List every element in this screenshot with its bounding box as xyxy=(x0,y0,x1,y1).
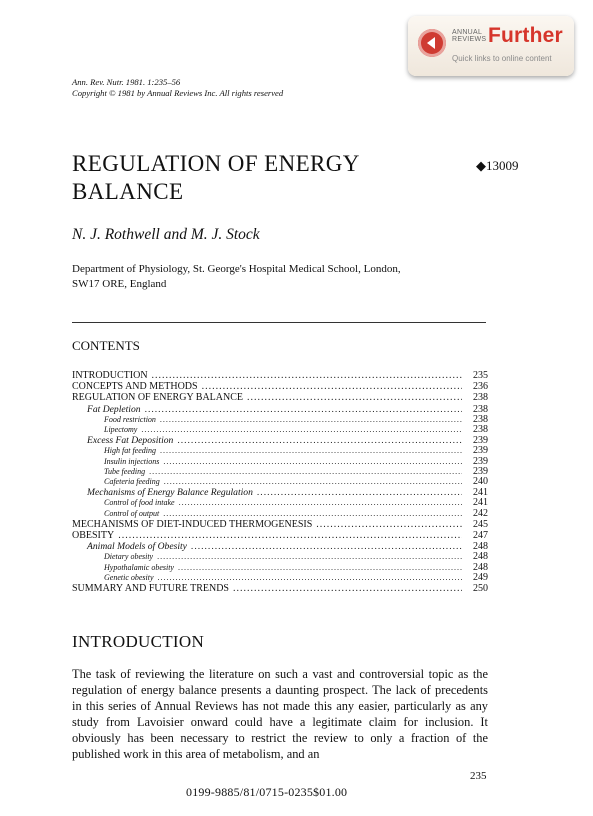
toc-page-number: 239 xyxy=(473,435,488,447)
toc-page-number: 245 xyxy=(473,518,488,530)
toc-row xyxy=(72,583,488,594)
toc-leader-dots xyxy=(233,583,462,594)
toc-label: SUMMARY AND FUTURE TRENDS xyxy=(72,583,229,595)
toc-label: Excess Fat Deposition xyxy=(87,435,174,447)
toc-page-number: 248 xyxy=(473,561,488,573)
toc-row xyxy=(72,404,488,415)
toc-leader-dots xyxy=(160,415,462,425)
toc-label: OBESITY xyxy=(72,530,115,542)
toc-row xyxy=(72,552,488,562)
toc-leader-dots xyxy=(163,509,462,519)
toc-page-number: 249 xyxy=(473,571,488,583)
copyright-line: Copyright © 1981 by Annual Reviews Inc. All rights reserved xyxy=(72,88,284,98)
toc-leader-dots xyxy=(163,457,462,467)
further-logo-text: Further xyxy=(488,24,563,47)
toc-label: Lipectomy xyxy=(104,424,138,434)
toc-label: Cafeteria feeding xyxy=(104,477,160,487)
toc-label: Animal Models of Obesity xyxy=(87,541,187,553)
toc-leader-dots xyxy=(141,425,462,435)
authors: N. J. Rothwell and M. J. Stock xyxy=(72,226,260,243)
toc-row xyxy=(72,509,488,519)
toc-row xyxy=(72,467,488,477)
toc-page-number: 239 xyxy=(473,455,488,467)
toc-page-number: 240 xyxy=(473,476,488,488)
toc-row xyxy=(72,477,488,487)
toc-row xyxy=(72,530,488,541)
toc-label: Genetic obesity xyxy=(104,572,154,582)
toc-row xyxy=(72,498,488,508)
table-of-contents xyxy=(72,370,488,594)
toc-leader-dots xyxy=(179,498,462,508)
toc-row xyxy=(72,392,488,403)
toc-leader-dots xyxy=(316,519,462,530)
toc-label: CONCEPTS AND METHODS xyxy=(72,381,198,393)
toc-row xyxy=(72,435,488,446)
toc-row xyxy=(72,487,488,498)
toc-page-number: 241 xyxy=(473,497,488,509)
toc-label: INTRODUCTION xyxy=(72,370,148,381)
toc-row xyxy=(72,541,488,552)
toc-leader-dots xyxy=(157,552,462,562)
toc-page-number: 238 xyxy=(473,423,488,435)
toc-row xyxy=(72,573,488,583)
toc-leader-dots xyxy=(247,392,462,403)
page-number: 235 xyxy=(470,770,487,782)
toc-label: Control of food intake xyxy=(104,498,175,508)
toc-label: Tube feeding xyxy=(104,466,146,476)
further-subtitle: Quick links to online content xyxy=(452,54,552,63)
article-title: REGULATION OF ENERGY BALANCE xyxy=(72,151,360,204)
toc-label: High fat feeding xyxy=(104,446,156,456)
toc-page-number: 248 xyxy=(473,541,488,553)
toc-page-number: 239 xyxy=(473,445,488,457)
toc-page-number: 250 xyxy=(473,583,488,595)
toc-leader-dots xyxy=(257,487,462,498)
citation-line: Ann. Rev. Nutr. 1981. 1:235–56 xyxy=(72,77,181,87)
contents-heading: CONTENTS xyxy=(72,338,140,353)
toc-row xyxy=(72,425,488,435)
toc-row xyxy=(72,457,488,467)
toc-label: REGULATION OF ENERGY BALANCE xyxy=(72,392,244,404)
toc-leader-dots xyxy=(164,477,462,487)
toc-row xyxy=(72,519,488,530)
toc-leader-dots xyxy=(118,530,462,541)
toc-page-number: 247 xyxy=(473,530,488,542)
toc-page-number: 235 xyxy=(473,370,488,381)
annual-reviews-further-badge[interactable] xyxy=(408,16,574,76)
toc-page-number: 236 xyxy=(473,381,488,393)
toc-label: Mechanisms of Energy Balance Regulation xyxy=(87,487,253,499)
toc-label: Fat Depletion xyxy=(87,403,141,415)
introduction-heading: INTRODUCTION xyxy=(72,632,205,651)
toc-row xyxy=(72,370,488,381)
divider xyxy=(72,322,486,323)
toc-page-number: 238 xyxy=(473,413,488,425)
toc-leader-dots xyxy=(178,563,462,573)
toc-page-number: 238 xyxy=(473,392,488,404)
toc-leader-dots xyxy=(152,370,462,381)
toc-leader-dots xyxy=(177,435,462,446)
toc-page-number: 238 xyxy=(473,403,488,415)
toc-leader-dots xyxy=(202,381,462,392)
toc-label: Control of output xyxy=(104,508,160,518)
toc-page-number: 242 xyxy=(473,507,488,519)
toc-label: MECHANISMS OF DIET-INDUCED THERMOGENESIS xyxy=(72,518,313,530)
article-number: ◆13009 xyxy=(476,158,519,173)
toc-leader-dots xyxy=(191,541,462,552)
toc-leader-dots xyxy=(145,404,462,415)
journal-citation xyxy=(72,77,283,99)
toc-leader-dots xyxy=(149,467,462,477)
toc-leader-dots xyxy=(158,573,462,583)
toc-row xyxy=(72,446,488,456)
annual-reviews-logo-text: ANNUAL REVIEWS xyxy=(452,29,487,43)
toc-row xyxy=(72,415,488,425)
play-arrow-icon xyxy=(418,29,446,57)
toc-page-number: 241 xyxy=(473,487,488,499)
toc-label: Food restriction xyxy=(104,414,156,424)
toc-page-number: 239 xyxy=(473,465,488,477)
footer-code: 0199-9885/81/0715-0235$01.00 xyxy=(186,785,348,799)
toc-row xyxy=(72,381,488,392)
introduction-paragraph: The task of reviewing the literature on such a vast and controversial topic as the regulation of energy balance presents a daunting prospect. The lack of precedents in this series of Annual Reviews has not made this any easier, particularly as any study from Lavoisier onward could have a legitimate claim for inclusion. It obviously has been necessary to restrict the review to only a fraction of the published work in this area of metabolism, and an xyxy=(72,667,488,761)
affiliation: Department of Physiology, St. George's Hospital Medical School, London, SW17 ORE, England xyxy=(72,263,401,290)
toc-label: Hypothalamic obesity xyxy=(104,562,174,572)
toc-label: Dietary obesity xyxy=(104,552,154,562)
toc-page-number: 248 xyxy=(473,551,488,563)
toc-label: Insulin injections xyxy=(104,456,160,466)
toc-row xyxy=(72,563,488,573)
toc-leader-dots xyxy=(160,446,462,456)
